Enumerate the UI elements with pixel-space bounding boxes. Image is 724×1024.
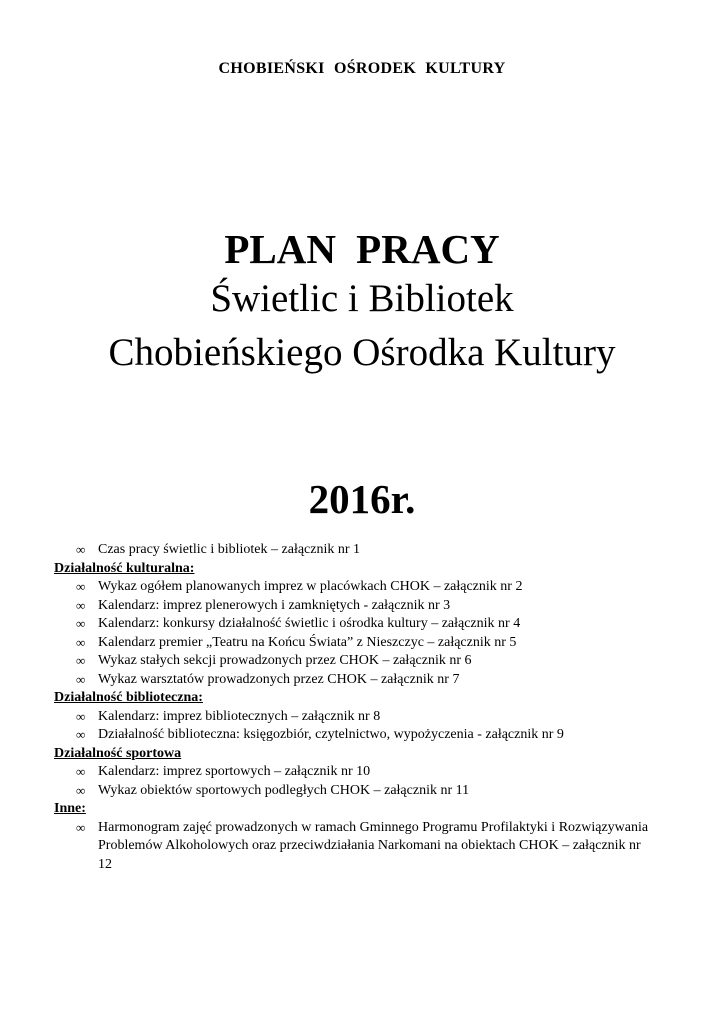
list-item [54, 726, 654, 745]
list-item-text: Kalendarz: imprez bibliotecznych – załącznik nr 8 [98, 708, 381, 724]
infinity-bullet-icon: ∞ [76, 764, 86, 779]
infinity-bullet-icon: ∞ [76, 819, 86, 835]
list-item [54, 634, 654, 653]
list-item [54, 541, 654, 560]
list-item [54, 671, 654, 690]
list-item [54, 615, 654, 634]
list-item-text: Kalendarz: imprez sportowych – załącznik nr 10 [98, 764, 371, 779]
section-heading-sports: Działalność sportowa [54, 745, 182, 761]
list-item-text: Kalendarz premier „Teatru na Końcu Świata” z Nieszczyc – załącznik nr 5 [98, 634, 517, 650]
list-item [54, 708, 654, 727]
list-item-text: Harmonogram zajęć prowadzonych w ramach Gminnego Programu Profilaktyki i Rozwiązywania Problemów Alkoholowych oraz przeciwdziałania Narkomani na obiektach CHOK – załącznik nr 12 [98, 819, 649, 872]
document-title: PLAN PRACY [224, 226, 500, 272]
infinity-bullet-icon: ∞ [76, 708, 86, 724]
list-item-text: Wykaz stałych sekcji prowadzonych przez CHOK – załącznik nr 6 [98, 653, 472, 668]
list-item-text: Wykaz ogółem planowanych imprez w placówkach CHOK – załącznik nr 2 [98, 579, 523, 594]
organization-name: CHOBIEŃSKI OŚRODEK KULTURY [218, 60, 506, 77]
infinity-bullet-icon: ∞ [76, 727, 86, 742]
section-heading-library: Działalność biblioteczna: [54, 690, 203, 705]
infinity-bullet-icon: ∞ [76, 671, 86, 687]
document-year: 2016r. [308, 476, 416, 522]
document-subtitle-line-1: Świetlic i Bibliotek [210, 277, 514, 320]
list-item-text: Kalendarz: konkursy działalność świetlic i ośrodka kultury – załącznik nr 4 [98, 616, 521, 631]
list-item [54, 782, 654, 801]
document-subtitle-line-2: Chobieńskiego Ośrodka Kultury [108, 331, 616, 374]
infinity-bullet-icon: ∞ [76, 597, 86, 613]
infinity-bullet-icon: ∞ [76, 542, 86, 557]
section-heading-cultural: Działalność kulturalna: [54, 560, 195, 576]
list-item-text: Działalność biblioteczna: księgozbiór, czytelnictwo, wypożyczenia - załącznik nr 9 [98, 727, 564, 742]
list-item-text: Wykaz obiektów sportowych podległych CHOK – załącznik nr 11 [98, 782, 470, 798]
infinity-bullet-icon: ∞ [76, 634, 86, 650]
list-item [54, 763, 654, 782]
infinity-bullet-icon: ∞ [76, 653, 86, 668]
infinity-bullet-icon: ∞ [76, 616, 86, 631]
infinity-bullet-icon: ∞ [76, 579, 86, 594]
list-item [54, 578, 654, 597]
list-item [54, 819, 654, 875]
infinity-bullet-icon: ∞ [76, 782, 86, 798]
list-item-text: Wykaz warsztatów prowadzonych przez CHOK – załącznik nr 7 [98, 671, 460, 687]
list-item [54, 652, 654, 671]
list-item [54, 597, 654, 616]
list-item-text: Czas pracy świetlic i bibliotek – załącznik nr 1 [98, 542, 361, 557]
section-heading-other: Inne: [54, 801, 86, 816]
contents-list [54, 541, 654, 874]
list-item-text: Kalendarz: imprez plenerowych i zamkniętych - załącznik nr 3 [98, 597, 451, 613]
